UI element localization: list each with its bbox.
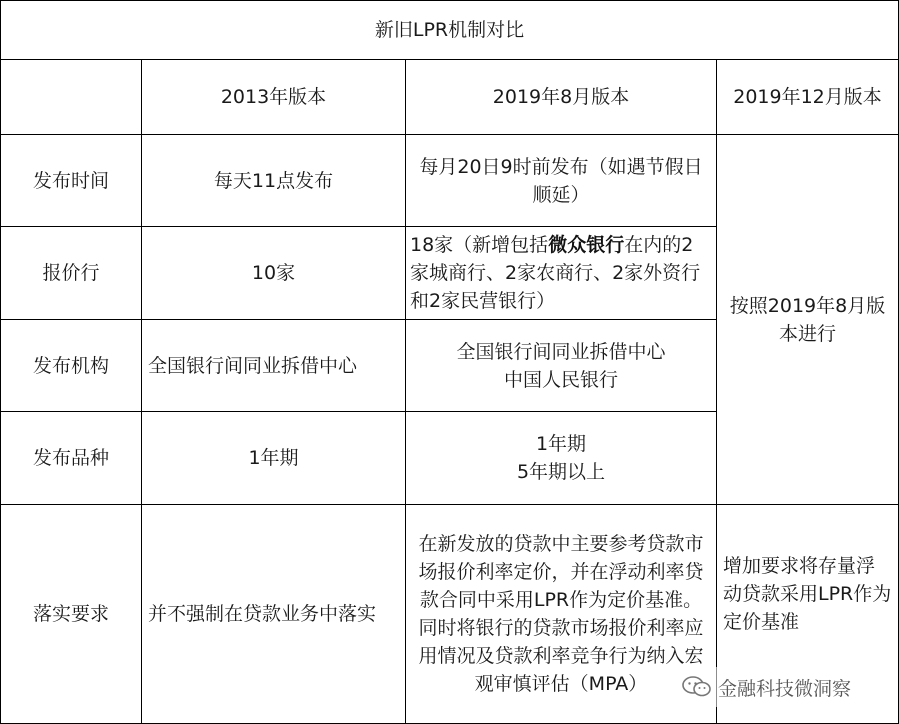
watermark: [676, 667, 896, 707]
publisher-2019-aug-line2: 中国人民银行: [503, 368, 618, 391]
release-time-2019-aug: 每月20日9时前发布（如遇节假日顺延）: [405, 134, 717, 227]
tenor-2019-aug-line1: 1年期: [535, 433, 587, 455]
wechat-icon: [682, 676, 712, 698]
release-time-2013: 每天11点发布: [141, 134, 406, 227]
table-title: 新旧LPR机制对比: [0, 0, 899, 60]
publisher-2019-aug-line1: 全国银行间同业拆借中心: [456, 340, 666, 363]
tenor-2013: 1年期: [141, 411, 406, 505]
implementation-2019-dec: 增加要求将存量浮动贷款采用LPR作为定价基准: [716, 504, 899, 724]
tenor-2019-aug: [405, 411, 717, 505]
row-label-tenor: 发布品种: [0, 411, 142, 505]
row-label-publisher: 发布机构: [0, 319, 142, 412]
header-2013: 2013年版本: [141, 59, 406, 135]
row-label-quote-banks: 报价行: [0, 226, 142, 320]
header-empty: [0, 59, 142, 135]
row-label-release-time: 发布时间: [0, 134, 142, 227]
quote-banks-2013: 10家: [141, 226, 406, 320]
quote-banks-2019-aug: [405, 226, 717, 320]
implementation-2013: 并不强制在贷款业务中落实: [141, 504, 406, 724]
merged-2019-dec: 按照2019年8月版本进行: [716, 134, 899, 505]
quote-banks-2019-aug-text: 18家（新增包括微众银行在内的2家城商行、2家农商行、2家外资行和2家民营银行）: [410, 234, 701, 312]
header-2019-aug: 2019年8月版本: [405, 59, 717, 135]
header-2019-dec: 2019年12月版本: [716, 59, 899, 135]
publisher-2019-aug: [405, 319, 717, 412]
watermark-text: 金融科技微洞察: [718, 677, 852, 700]
tenor-2019-aug-line2: 5年期以上: [516, 461, 606, 483]
row-label-implementation: 落实要求: [0, 504, 142, 724]
highlight-webank: 微众银行: [548, 234, 625, 256]
publisher-2013: 全国银行间同业拆借中心: [141, 319, 406, 412]
implementation-2019-aug: 在新发放的贷款中主要参考贷款市场报价利率定价，并在浮动利率贷款合同中采用LPR作为定价基准。同时将银行的贷款市场报价利率应用情况及贷款利率竞争行为纳入宏观审慎评估（MPA）: [405, 504, 717, 724]
